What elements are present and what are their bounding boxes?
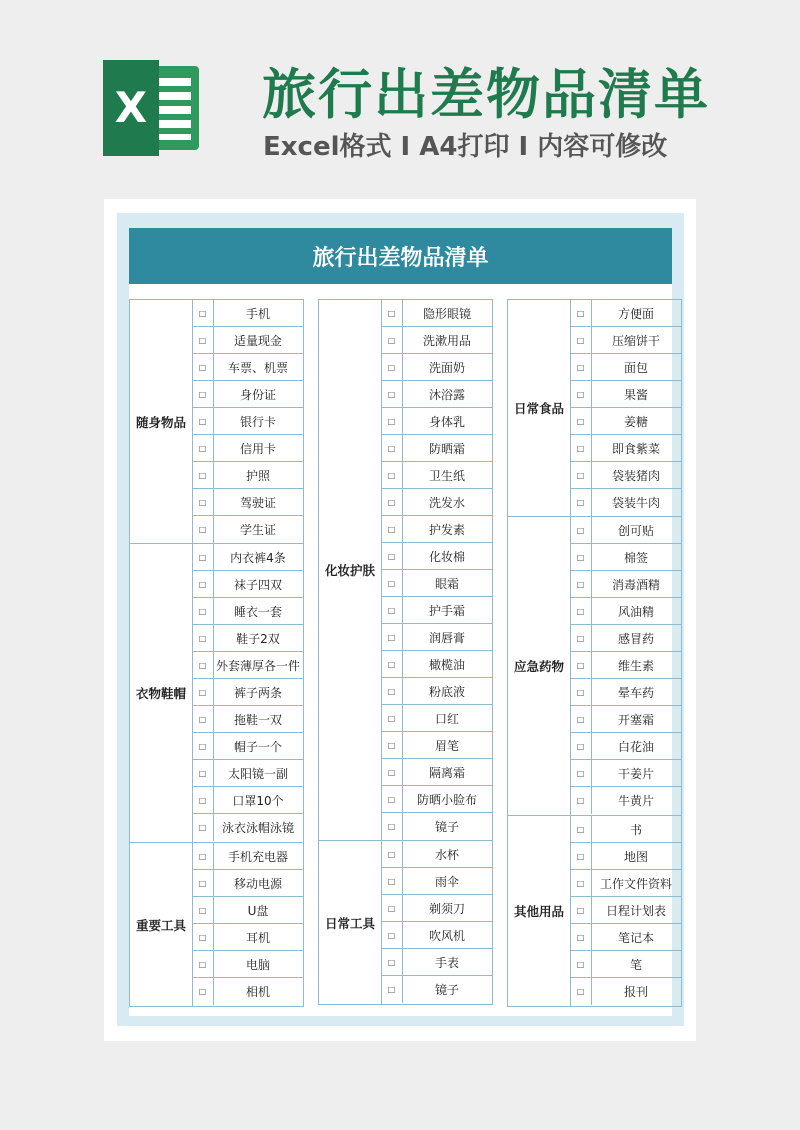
checkbox-icon[interactable]: □ — [381, 462, 403, 488]
checkbox-icon[interactable]: □ — [192, 787, 214, 813]
item-label: 袋装猪肉 — [611, 468, 660, 483]
checklist-row — [192, 408, 303, 435]
item-label: 洗发水 — [428, 495, 465, 510]
checkbox-icon[interactable]: □ — [381, 895, 403, 921]
item-label: 雨伞 — [434, 874, 459, 889]
checkbox-icon[interactable]: □ — [570, 652, 592, 678]
category-group — [318, 299, 493, 841]
item-label: 日程计划表 — [605, 903, 666, 918]
checklist-row — [570, 924, 681, 951]
item-label: 果酱 — [623, 387, 648, 402]
checklist-row — [192, 814, 303, 841]
checklist-row — [570, 435, 681, 462]
checklist-row — [570, 489, 681, 516]
item-label: 感冒药 — [617, 631, 654, 646]
checklist-row — [570, 544, 681, 571]
checkbox-icon[interactable]: □ — [192, 435, 214, 461]
checkbox-icon[interactable]: □ — [570, 951, 592, 977]
checklist-row — [192, 652, 303, 679]
checkbox-icon[interactable]: □ — [192, 897, 214, 923]
checklist-row — [570, 598, 681, 625]
checkbox-icon[interactable]: □ — [381, 868, 403, 894]
checkbox-icon[interactable]: □ — [570, 760, 592, 786]
checkbox-icon[interactable]: □ — [381, 516, 403, 542]
checkbox-icon[interactable]: □ — [192, 327, 214, 353]
checklist-row — [570, 787, 681, 814]
checklist-row — [192, 897, 303, 924]
checkbox-icon[interactable]: □ — [570, 598, 592, 624]
checkbox-icon[interactable]: □ — [381, 327, 403, 353]
checklist-row — [381, 570, 492, 597]
checklist-row — [192, 516, 303, 543]
item-label: 镜子 — [434, 983, 459, 997]
item-label: 水杯 — [434, 847, 459, 862]
item-label: 笔记本 — [617, 930, 654, 945]
item-label: 内衣裤4条 — [230, 550, 286, 565]
checkbox-icon[interactable]: □ — [192, 951, 214, 977]
category-label: 重要工具 — [130, 843, 193, 1006]
item-label: 地图 — [623, 849, 648, 864]
item-label: 信用卡 — [239, 441, 276, 456]
checklist-row — [381, 895, 492, 922]
item-label: 压缩饼干 — [611, 333, 660, 348]
checklist-row — [381, 624, 492, 651]
page-header — [0, 0, 800, 190]
checkbox-icon[interactable]: □ — [381, 570, 403, 596]
item-label: 电脑 — [245, 957, 270, 972]
item-label: 相机 — [245, 985, 270, 999]
page-title: 旅行出差物品清单 — [262, 63, 710, 126]
checklist-row — [192, 733, 303, 760]
checkbox-icon[interactable]: □ — [570, 571, 592, 597]
checkbox-icon[interactable]: □ — [381, 786, 403, 812]
checklist-row — [192, 625, 303, 652]
item-label: 身体乳 — [428, 414, 465, 429]
checkbox-icon[interactable]: □ — [192, 571, 214, 597]
item-label: 护发素 — [428, 522, 465, 537]
checkbox-icon[interactable]: □ — [381, 543, 403, 569]
checklist-row — [381, 949, 492, 976]
checkbox-icon[interactable]: □ — [381, 841, 403, 867]
checklist-row — [381, 435, 492, 462]
checklist-row — [192, 706, 303, 733]
item-label: 学生证 — [239, 523, 276, 537]
checkbox-icon[interactable]: □ — [570, 381, 592, 407]
checklist-row — [381, 327, 492, 354]
item-label: 拖鞋一双 — [233, 712, 282, 727]
category-label: 日常食品 — [508, 300, 571, 516]
item-label: 银行卡 — [239, 414, 276, 429]
checklist-row — [192, 787, 303, 814]
checkbox-icon[interactable]: □ — [570, 706, 592, 732]
sheet-title: 旅行出差物品清单 — [129, 228, 672, 284]
item-label: 驾驶证 — [239, 495, 276, 510]
checklist-row — [381, 759, 492, 786]
item-label: 手表 — [434, 955, 459, 970]
checkbox-icon[interactable]: □ — [570, 489, 592, 516]
checkbox-icon[interactable]: □ — [570, 625, 592, 651]
checkbox-icon[interactable]: □ — [381, 759, 403, 785]
checkbox-icon[interactable]: □ — [381, 976, 403, 1003]
checkbox-icon[interactable]: □ — [570, 354, 592, 380]
checklist-row — [381, 354, 492, 381]
checkbox-icon[interactable]: □ — [192, 924, 214, 950]
checklist-row — [570, 652, 681, 679]
checkbox-icon[interactable]: □ — [570, 897, 592, 923]
checkbox-icon[interactable]: □ — [570, 924, 592, 950]
checkbox-icon[interactable]: □ — [570, 978, 592, 1005]
checkbox-icon[interactable]: □ — [381, 732, 403, 758]
item-label: 身份证 — [239, 387, 276, 402]
checkbox-icon[interactable]: □ — [192, 652, 214, 678]
checklist-row — [570, 679, 681, 706]
checklist-row — [192, 354, 303, 381]
item-label: 泳衣泳帽泳镜 — [221, 821, 294, 835]
checkbox-icon[interactable]: □ — [570, 517, 592, 543]
category-group — [318, 840, 493, 1005]
item-label: 帽子一个 — [233, 739, 282, 754]
checklist-row — [570, 760, 681, 787]
item-label: 粉底液 — [428, 684, 465, 699]
item-label: 护手霜 — [428, 603, 465, 618]
checkbox-icon[interactable]: □ — [192, 516, 214, 543]
checkbox-icon[interactable]: □ — [570, 816, 592, 842]
checkbox-icon[interactable]: □ — [192, 489, 214, 515]
category-group — [129, 543, 304, 843]
item-label: 棉签 — [623, 550, 648, 565]
checkbox-icon[interactable]: □ — [192, 814, 214, 841]
checklist-row — [381, 868, 492, 895]
category-group — [507, 516, 682, 816]
item-label: 白花油 — [617, 739, 654, 754]
checklist-row — [570, 327, 681, 354]
checkbox-icon[interactable]: □ — [192, 978, 214, 1005]
checklist-row — [381, 813, 492, 840]
item-label: 眉笔 — [434, 738, 459, 753]
category-label: 化妆护肤 — [319, 300, 382, 840]
checklist-row — [381, 381, 492, 408]
checklist-row — [570, 300, 681, 327]
item-label: 书 — [629, 822, 642, 837]
checklist-row — [570, 978, 681, 1005]
category-group — [507, 299, 682, 517]
item-label: 裤子两条 — [233, 685, 282, 700]
checklist-row — [381, 489, 492, 516]
checkbox-icon[interactable]: □ — [192, 354, 214, 380]
checklist-row — [192, 300, 303, 327]
item-label: 适量现金 — [233, 333, 282, 348]
checklist-row — [192, 870, 303, 897]
checklist-sheet — [129, 228, 672, 1016]
checklist-row — [192, 843, 303, 870]
checklist-row — [381, 516, 492, 543]
item-label: 开塞霜 — [617, 712, 654, 727]
checkbox-icon[interactable]: □ — [570, 870, 592, 896]
checkbox-icon[interactable]: □ — [381, 678, 403, 704]
item-label: 镜子 — [434, 820, 459, 834]
page-subtitle: Excel格式 I A4打印 I 内容可修改 — [263, 132, 668, 162]
category-label: 日常工具 — [319, 841, 382, 1004]
checklist-row — [570, 408, 681, 435]
checklist-row — [381, 597, 492, 624]
checklist-column-3 — [507, 299, 682, 1005]
item-label: 工作文件资料 — [599, 876, 672, 891]
checklist-row — [570, 625, 681, 652]
item-label: 睡衣一套 — [233, 604, 282, 619]
checklist-row — [192, 760, 303, 787]
checkbox-icon[interactable]: □ — [192, 598, 214, 624]
checkbox-icon[interactable]: □ — [381, 381, 403, 407]
item-label: 牛黄片 — [617, 794, 654, 808]
checklist-row — [192, 327, 303, 354]
item-label: 化妆棉 — [428, 549, 465, 564]
item-label: 报刊 — [623, 985, 648, 999]
checkbox-icon[interactable]: □ — [192, 760, 214, 786]
checkbox-icon[interactable]: □ — [381, 922, 403, 948]
checklist-row — [570, 733, 681, 760]
checkbox-icon[interactable]: □ — [381, 624, 403, 650]
checklist-row — [381, 543, 492, 570]
checkbox-icon[interactable]: □ — [381, 705, 403, 731]
item-label: 方便面 — [617, 306, 654, 321]
item-label: 防晒霜 — [428, 441, 465, 456]
item-label: 护照 — [245, 468, 270, 483]
checkbox-icon[interactable]: □ — [192, 381, 214, 407]
item-label: 袋装牛肉 — [611, 496, 660, 510]
checkbox-icon[interactable]: □ — [570, 787, 592, 814]
checkbox-icon[interactable]: □ — [192, 625, 214, 651]
item-label: 吹风机 — [428, 928, 465, 943]
item-label: 消毒酒精 — [611, 577, 660, 592]
checklist-row — [570, 843, 681, 870]
item-label: 剃须刀 — [428, 901, 465, 916]
item-label: 鞋子2双 — [236, 631, 280, 646]
logo-letter: X — [114, 83, 148, 132]
item-label: U盘 — [247, 903, 269, 918]
category-label: 应急药物 — [508, 517, 571, 815]
checklist-row — [192, 489, 303, 516]
item-label: 维生素 — [617, 658, 654, 673]
item-label: 口罩10个 — [232, 793, 284, 808]
checkbox-icon[interactable]: □ — [570, 408, 592, 434]
item-label: 润唇膏 — [428, 630, 465, 645]
item-label: 袜子四双 — [233, 577, 282, 592]
checkbox-icon[interactable]: □ — [381, 651, 403, 677]
checkbox-icon[interactable]: □ — [381, 489, 403, 515]
item-label: 防晒小脸布 — [416, 792, 477, 807]
category-label: 其他用品 — [508, 816, 571, 1006]
checklist-row — [381, 786, 492, 813]
item-label: 沐浴露 — [428, 387, 465, 402]
item-label: 隐形眼镜 — [422, 306, 471, 321]
category-group — [129, 299, 304, 544]
checklist-row — [570, 816, 681, 843]
item-label: 即食紫菜 — [611, 441, 660, 456]
checkbox-icon[interactable]: □ — [192, 300, 214, 326]
category-group — [129, 842, 304, 1007]
checklist-row — [381, 678, 492, 705]
item-label: 风油精 — [617, 604, 654, 619]
checklist-row — [192, 381, 303, 408]
item-label: 面包 — [623, 360, 648, 375]
checklist-row — [192, 544, 303, 571]
checkbox-icon[interactable]: □ — [381, 300, 403, 326]
checklist-row — [381, 651, 492, 678]
checklist-row — [570, 517, 681, 544]
checklist-row — [192, 978, 303, 1005]
checkbox-icon[interactable]: □ — [381, 597, 403, 623]
checklist-row — [381, 976, 492, 1003]
item-label: 手机充电器 — [227, 849, 288, 864]
excel-icon — [103, 60, 203, 156]
checklist-row — [381, 300, 492, 327]
checklist-row — [192, 435, 303, 462]
checklist-row — [570, 381, 681, 408]
checkbox-icon[interactable]: □ — [192, 679, 214, 705]
checklist-column-2 — [318, 299, 493, 1005]
checklist-row — [381, 732, 492, 759]
item-label: 手机 — [245, 306, 270, 321]
item-label: 洗面奶 — [428, 360, 465, 375]
item-label: 干姜片 — [617, 766, 654, 781]
checkbox-icon[interactable]: □ — [192, 408, 214, 434]
item-label: 橄榄油 — [428, 657, 465, 672]
checklist-row — [192, 679, 303, 706]
checklist-row — [570, 354, 681, 381]
checkbox-icon[interactable]: □ — [381, 813, 403, 840]
checkbox-icon[interactable]: □ — [570, 733, 592, 759]
checklist-row — [192, 571, 303, 598]
checklist-row — [381, 841, 492, 868]
checkbox-icon[interactable]: □ — [570, 300, 592, 326]
checkbox-icon[interactable]: □ — [381, 354, 403, 380]
item-label: 外套薄厚各一件 — [215, 658, 300, 673]
category-label: 随身物品 — [130, 300, 193, 543]
checkbox-icon[interactable]: □ — [192, 733, 214, 759]
checkbox-icon[interactable]: □ — [192, 843, 214, 869]
checkbox-icon[interactable]: □ — [192, 870, 214, 896]
checklist-row — [570, 897, 681, 924]
item-label: 姜糖 — [623, 414, 648, 429]
category-group — [507, 815, 682, 1007]
category-label: 衣物鞋帽 — [130, 544, 193, 842]
checklist-row — [381, 922, 492, 949]
checkbox-icon[interactable]: □ — [570, 462, 592, 488]
item-label: 耳机 — [245, 930, 270, 945]
checklist-row — [381, 462, 492, 489]
item-label: 卫生纸 — [428, 468, 465, 483]
item-label: 口红 — [434, 711, 459, 726]
checkbox-icon[interactable]: □ — [570, 843, 592, 869]
checkbox-icon[interactable]: □ — [381, 408, 403, 434]
checkbox-icon[interactable]: □ — [570, 544, 592, 570]
checklist-row — [570, 571, 681, 598]
item-label: 眼霜 — [434, 576, 459, 591]
checkbox-icon[interactable]: □ — [570, 327, 592, 353]
checkbox-icon[interactable]: □ — [381, 949, 403, 975]
checklist-row — [381, 408, 492, 435]
checklist-row — [192, 951, 303, 978]
item-label: 隔离霜 — [428, 765, 465, 780]
checklist-row — [570, 706, 681, 733]
checklist-row — [192, 598, 303, 625]
checklist-row — [570, 462, 681, 489]
checklist-column-1 — [129, 299, 304, 1005]
checkbox-icon[interactable]: □ — [192, 544, 214, 570]
checklist-row — [570, 951, 681, 978]
checkbox-icon[interactable]: □ — [381, 435, 403, 461]
checklist-row — [192, 924, 303, 951]
item-label: 创可贴 — [617, 523, 654, 538]
checklist-row — [192, 462, 303, 489]
item-label: 太阳镜一副 — [227, 766, 288, 781]
checklist-row — [570, 870, 681, 897]
item-label: 车票、机票 — [227, 360, 288, 375]
checkbox-icon[interactable]: □ — [192, 706, 214, 732]
checkbox-icon[interactable]: □ — [570, 679, 592, 705]
item-label: 晕车药 — [617, 685, 654, 700]
checkbox-icon[interactable]: □ — [192, 462, 214, 488]
item-label: 洗漱用品 — [422, 333, 471, 348]
checkbox-icon[interactable]: □ — [570, 435, 592, 461]
checklist-row — [381, 705, 492, 732]
item-label: 笔 — [629, 957, 642, 972]
item-label: 移动电源 — [233, 876, 282, 891]
